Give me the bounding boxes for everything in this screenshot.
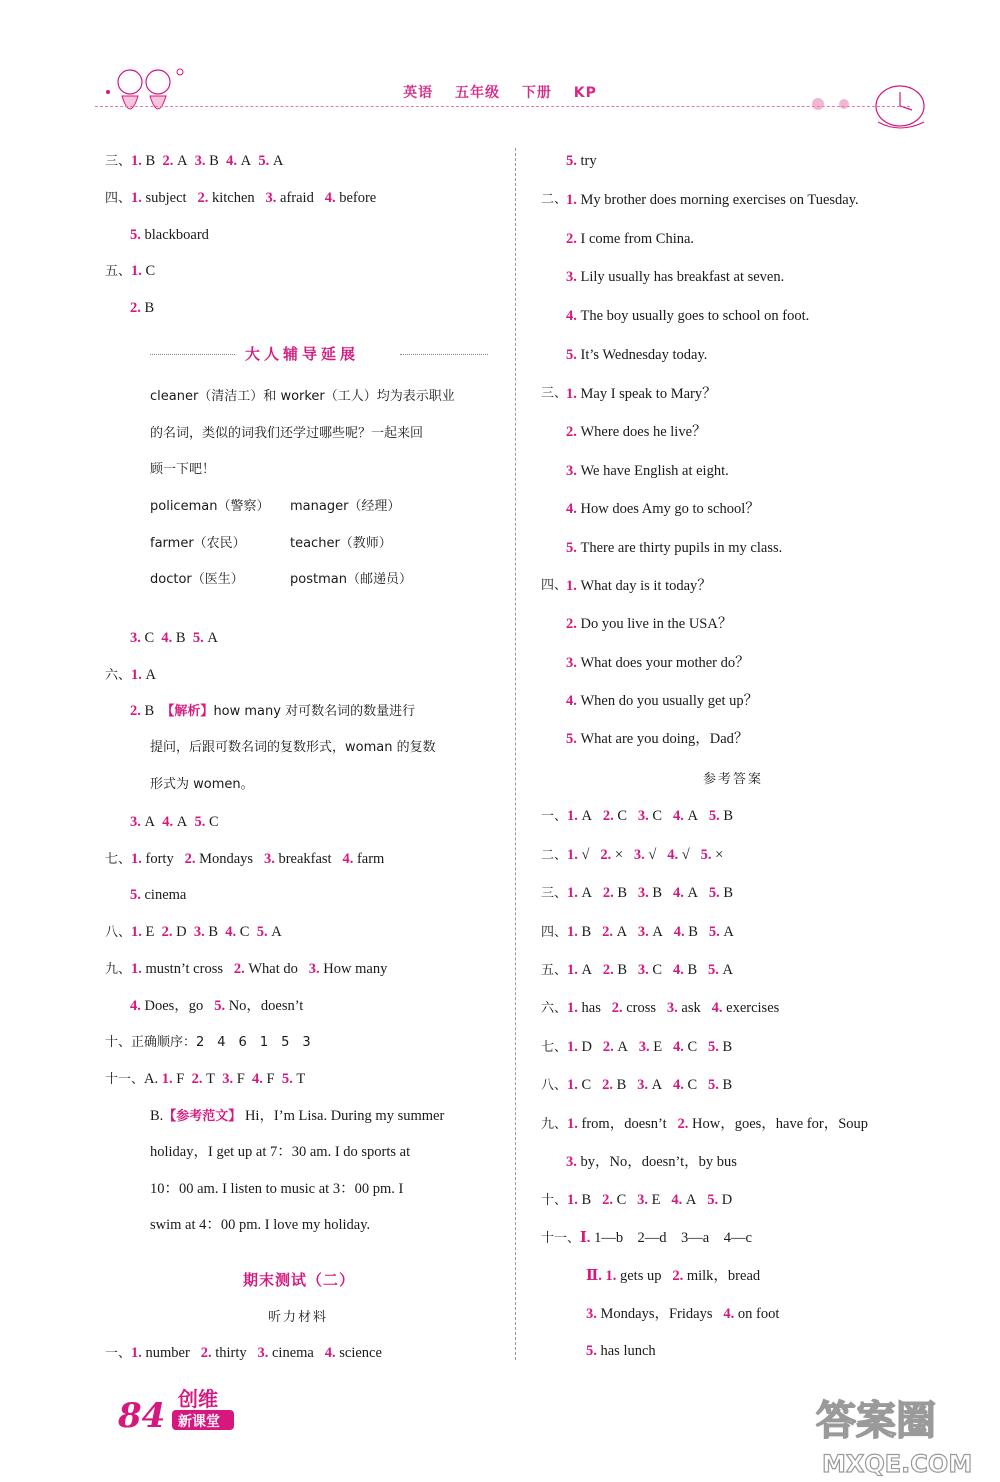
explanation-line: 形式为 women。 — [150, 777, 254, 792]
essay-line: holiday，I get up at 7：30 am. I do sports at — [150, 1144, 411, 1160]
answer-row: 一、1. A 2. C 3. C 4. A 5. B — [541, 808, 733, 824]
sentence-row: 2. Do you live in the USA？ — [566, 616, 733, 632]
section-label-san: 三、 — [541, 386, 568, 401]
answer-row-liu-2: 2. B 【解析】how many 对可数名词的数量进行 — [130, 703, 416, 719]
answer-row-si: 四、1. subject 2. kitchen 3. afraid 4. before — [105, 190, 377, 206]
answer-row: 五、1. A 2. B 3. C 4. B 5. A — [541, 962, 733, 978]
job-item: teacher（教师） — [290, 536, 392, 551]
sentence-row: 5. There are thirty pupils in my class. — [566, 540, 783, 556]
brand-bottom-text: 新课堂 — [178, 1414, 220, 1430]
answer-row-shi: 十、正确顺序：2 4 6 1 5 3 — [105, 1035, 311, 1050]
essay-line: swim at 4：00 pm. I love my holiday. — [150, 1217, 371, 1233]
explanation-line: 提问，后跟可数名词的复数形式，woman 的复数 — [150, 740, 436, 755]
sentence-row: 4. The boy usually goes to school on foot. — [566, 308, 810, 324]
job-item: manager（经理） — [290, 499, 401, 514]
job-item: farmer（农民） — [150, 536, 246, 551]
answer-row-jiu-3: 3. by，No，doesn’t，by bus — [566, 1154, 737, 1170]
sentence-row: 3. What does your mother do？ — [566, 655, 750, 671]
header-edition: KP — [573, 85, 597, 101]
answer-row-wu-2: 2. B — [130, 300, 155, 316]
watermark-bottom-text: MXQE.COM — [822, 1450, 973, 1477]
header-divider — [95, 106, 910, 107]
answer-row-jiu: 九、1. mustn’t cross 2. What do 3. How many — [105, 961, 388, 977]
answer-row: 四、1. B 2. A 3. A 4. B 5. A — [541, 924, 734, 940]
extension-paragraph-1: cleaner（清洁工）和 worker（工人）均为表示职业 — [150, 389, 455, 404]
answer-row: 二、1. √ 2. × 3. √ 4. √ 5. × — [541, 847, 724, 863]
sentence-row: 3. We have English at eight. — [566, 463, 729, 479]
job-item: policeman（警察） — [150, 499, 270, 514]
answer-row-wu-3: 3. C 4. B 5. A — [130, 630, 218, 646]
section-label-si: 四、 — [541, 578, 568, 593]
extension-paragraph-2: 的名词，类似的词我们还学过哪些呢？一起来回 — [150, 426, 424, 441]
sentence-row: 1. My brother does morning exercises on Tuesday. — [566, 192, 859, 208]
section-rule-left — [150, 354, 235, 355]
answer-row: 八、1. C 2. B 3. A 4. C 5. B — [541, 1077, 733, 1093]
answer-row-san: 三、1. B 2. A 3. B 4. A 5. A — [105, 153, 284, 169]
sentence-row: 3. Lily usually has breakfast at seven. — [566, 269, 785, 285]
answer-row-shiyi-4: 5. has lunch — [586, 1343, 656, 1359]
answer-row: 七、1. D 2. A 3. E 4. C 5. B — [541, 1039, 733, 1055]
header-subject: 英语 — [403, 85, 434, 101]
answer-row-shiyi-b: B.【参考范文】 Hi，I’m Lisa. During my summer — [150, 1108, 445, 1124]
clock-illustration-icon — [800, 74, 930, 130]
sentence-row: 1. What day is it today？ — [566, 578, 712, 594]
answer-row-try: 5. try — [566, 153, 597, 169]
answer-row: 九、1. from，doesn’t 2. How，goes，have for，Soup — [541, 1116, 869, 1132]
answer-row: 三、1. A 2. B 3. B 4. A 5. B — [541, 885, 733, 901]
answer-row-shiyi-3: 3. Mondays，Fridays 4. on foot — [586, 1306, 780, 1322]
page-header — [0, 60, 1000, 130]
sentence-row: 5. It’s Wednesday today. — [566, 347, 708, 363]
header-volume: 下册 — [521, 85, 552, 101]
section-label-er: 二、 — [541, 192, 568, 207]
job-item: postman（邮递员） — [290, 572, 412, 587]
watermark-top-text: 答案圈 — [816, 1398, 936, 1444]
answer-row-si-5: 5. blackboard — [130, 227, 209, 243]
answer-row-wu-1: 五、1. C — [105, 263, 156, 279]
sentence-row: 2. I come from China. — [566, 231, 695, 247]
answer-row-yi: 一、1. number 2. thirty 3. cinema 4. science — [105, 1345, 382, 1361]
sentence-row: 4. When do you usually get up？ — [566, 693, 759, 709]
extension-title: 大人辅导延展 — [245, 345, 360, 363]
sentence-row: 5. What are you doing，Dad？ — [566, 731, 749, 747]
extension-paragraph-3: 顾一下吧！ — [150, 462, 216, 477]
sentence-row: 4. How does Amy go to school？ — [566, 501, 760, 517]
listening-title: 听力材料 — [268, 1310, 329, 1325]
answer-row-ba: 八、1. E 2. D 3. B 4. C 5. A — [105, 924, 282, 940]
answer-row-jiu-4: 4. Does，go 5. No，doesn’t — [130, 998, 304, 1014]
answer-row-shiyi: 十一、A. 1. F 2. T 3. F 4. F 5. T — [105, 1071, 306, 1087]
answer-row-qi: 七、1. forty 2. Mondays 3. breakfast 4. farm — [105, 851, 385, 867]
sentence-row: 2. Where does he live？ — [566, 424, 707, 440]
brand-top-text: 创维 — [178, 1387, 218, 1411]
answer-row-shiyi-1: 十一、Ⅰ. 1—b 2—d 3—a 4—c — [541, 1230, 752, 1246]
answer-row-liu-3: 3. A 4. A 5. C — [130, 814, 219, 830]
brand-logo-icon — [170, 1384, 240, 1434]
page-number: 84 — [118, 1396, 166, 1436]
answer-row-liu-1: 六、1. A — [105, 667, 156, 683]
section-rule-right — [400, 354, 488, 355]
column-divider — [515, 148, 516, 1360]
watermark-logo-icon — [808, 1392, 993, 1477]
sentence-row: 1. May I speak to Mary？ — [566, 386, 717, 402]
answer-row-qi-5: 5. cinema — [130, 887, 187, 903]
answer-row-shi: 十、1. B 2. C 3. E 4. A 5. D — [541, 1192, 733, 1208]
header-grade: 五年级 — [455, 85, 500, 101]
job-item: doctor（医生） — [150, 572, 244, 587]
answers-title: 参考答案 — [703, 772, 764, 787]
essay-line: 10：00 am. I listen to music at 3：00 pm. I — [150, 1181, 404, 1197]
final-test-title: 期末测试（二） — [243, 1271, 356, 1289]
answer-row-shiyi-2: Ⅱ. 1. gets up 2. milk，bread — [586, 1268, 761, 1284]
answer-row: 六、1. has 2. cross 3. ask 4. exercises — [541, 1000, 780, 1016]
